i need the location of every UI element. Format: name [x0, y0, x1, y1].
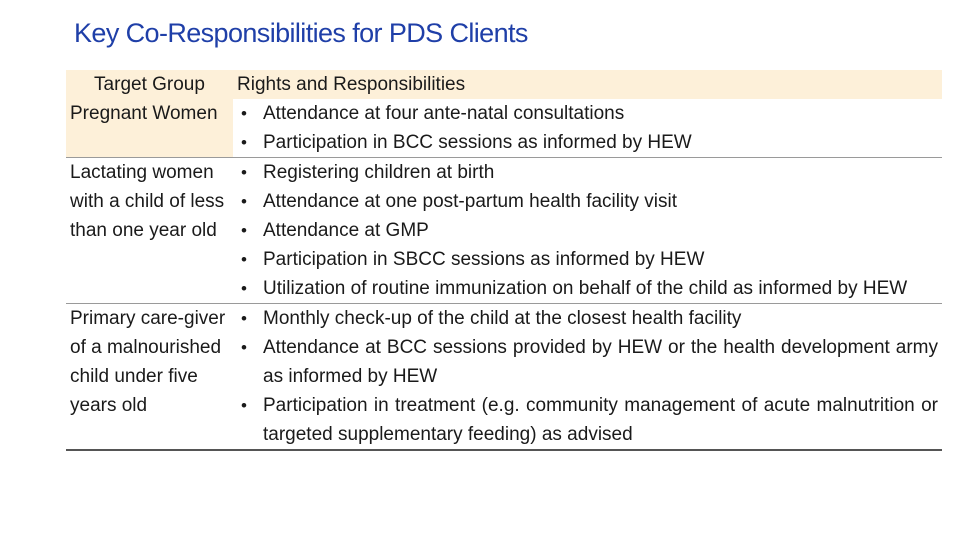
responsibilities-cell: [233, 304, 942, 451]
list-item: • Participation in treatment (e.g. community management of acute malnutrition or targeted supplementary feeding) as advised: [241, 391, 938, 449]
target-group-pregnant: Pregnant Women: [66, 99, 233, 158]
slide-title: Key Co-Responsibilities for PDS Clients: [74, 18, 528, 48]
responsibilities-cell: [233, 99, 942, 158]
list-item: • Attendance at four ante-natal consultations: [241, 99, 938, 128]
list-item: • Participation in BCC sessions as informed by HEW: [241, 128, 938, 157]
target-group-caregiver: Primary care-giver of a malnourished child under five years old: [66, 304, 233, 451]
list-item: • Utilization of routine immunization on behalf of the child as informed by HEW: [241, 274, 938, 303]
co-responsibilities-table: [66, 70, 942, 451]
responsibilities-cell: [233, 158, 942, 304]
list-item: • Attendance at BCC sessions provided by HEW or the health development army as informed by HEW: [241, 333, 938, 391]
header-target-group: Target Group: [66, 70, 233, 99]
table-header-row: [66, 70, 942, 99]
target-group-lactating: Lactating women with a child of less than one year old: [66, 158, 233, 304]
table-row: [66, 158, 942, 304]
table-row: [66, 99, 942, 158]
list-item: • Attendance at GMP: [241, 216, 938, 245]
table-row: [66, 304, 942, 451]
header-rights-responsibilities: Rights and Responsibilities: [233, 70, 942, 99]
list-item: • Registering children at birth: [241, 158, 938, 187]
list-item: • Monthly check-up of the child at the closest health facility: [241, 304, 938, 333]
list-item: • Participation in SBCC sessions as informed by HEW: [241, 245, 938, 274]
list-item: • Attendance at one post-partum health facility visit: [241, 187, 938, 216]
